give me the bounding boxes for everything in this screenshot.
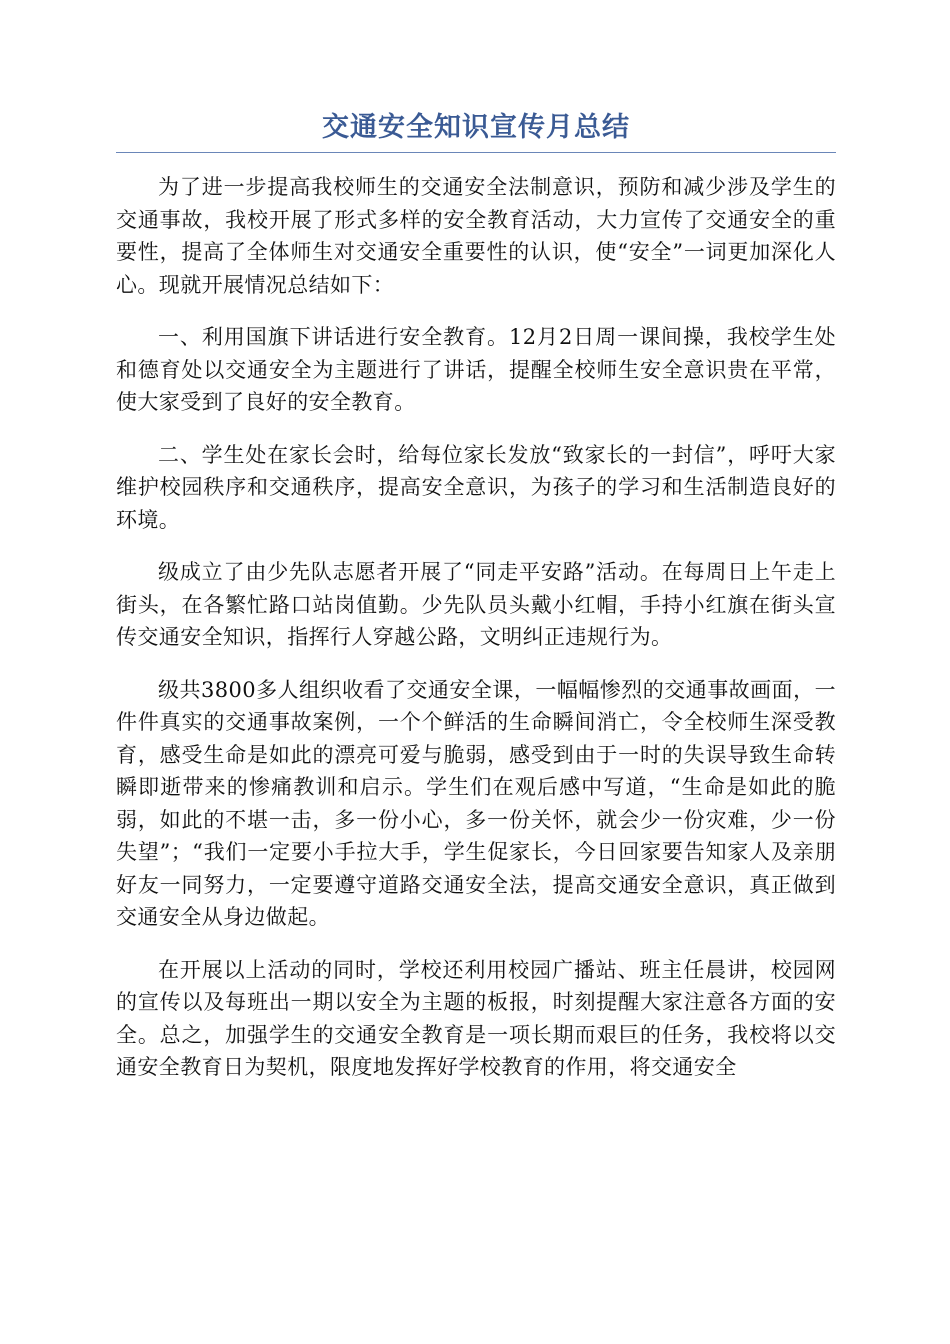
paragraph-safety-class: 级共3800多人组织收看了交通安全课，一幅幅惨烈的交通事故画面，一件件真实的交通事故案例，一个个鲜活的生命瞬间消亡，令全校师生深受教育，感受生命是如此的漂亮可爱与脆弱，感受到由于一时的失误导致生命转瞬即逝带来的惨痛教训和启示。学生们在观后感中写道，“生命是如此的脆弱，如此的不堪一击，多一份小心，多一份关怀，就会少一份灾难，少一份失望”；“我们一定要小手拉大手，学生促家长，今日回家要告知家人及亲朋好友一同努力，一定要遵守道路交通安全法，提高交通安全意识，真正做到交通安全从身边做起。 xyxy=(116,677,836,929)
paragraph-parent-letter: 二、学生处在家长会时，给每位家长发放“致家长的一封信”，呼吁大家维护校园秩序和交通秩序，提高安全意识，为孩子的学习和生活制造良好的环境。 xyxy=(116,442,836,532)
document-title: 交通安全知识宣传月总结 xyxy=(322,112,630,143)
paragraph-flag-speech: 一、利用国旗下讲话进行安全教育。12月2日周一课间操，我校学生处和德育处以交通安全为主题进行了讲话，提醒全校师生安全意识贵在平常，使大家受到了良好的安全教育。 xyxy=(116,325,836,414)
title-underline xyxy=(116,152,836,153)
paragraph-intro: 为了进一步提高我校师生的交通安全法制意识，预防和减少涉及学生的交通事故，我校开展了形式多样的安全教育活动，大力宣传了交通安全的重要性，提高了全体师生对交通安全重要性的认识，使“安全”一词更加深化人心。现就开展情况总结如下： xyxy=(116,175,836,297)
paragraph-volunteers: 级成立了由少先队志愿者开展了“同走平安路”活动。在每周日上午走上街头，在各繁忙路口站岗值勤。少先队员头戴小红帽，手持小红旗在街头宣传交通安全知识，指挥行人穿越公路，文明纠正违规行为。 xyxy=(116,560,836,649)
document-page xyxy=(116,108,836,1104)
paragraph-conclusion: 在开展以上活动的同时，学校还利用校园广播站、班主任晨讲，校园网的宣传以及每班出一期以安全为主题的板报，时刻提醒大家注意各方面的安全。总之，加强学生的交通安全教育是一项长期而艰巨的任务，我校将以交通安全教育日为契机，限度地发挥好学校教育的作用，将交通安全 xyxy=(116,957,836,1079)
